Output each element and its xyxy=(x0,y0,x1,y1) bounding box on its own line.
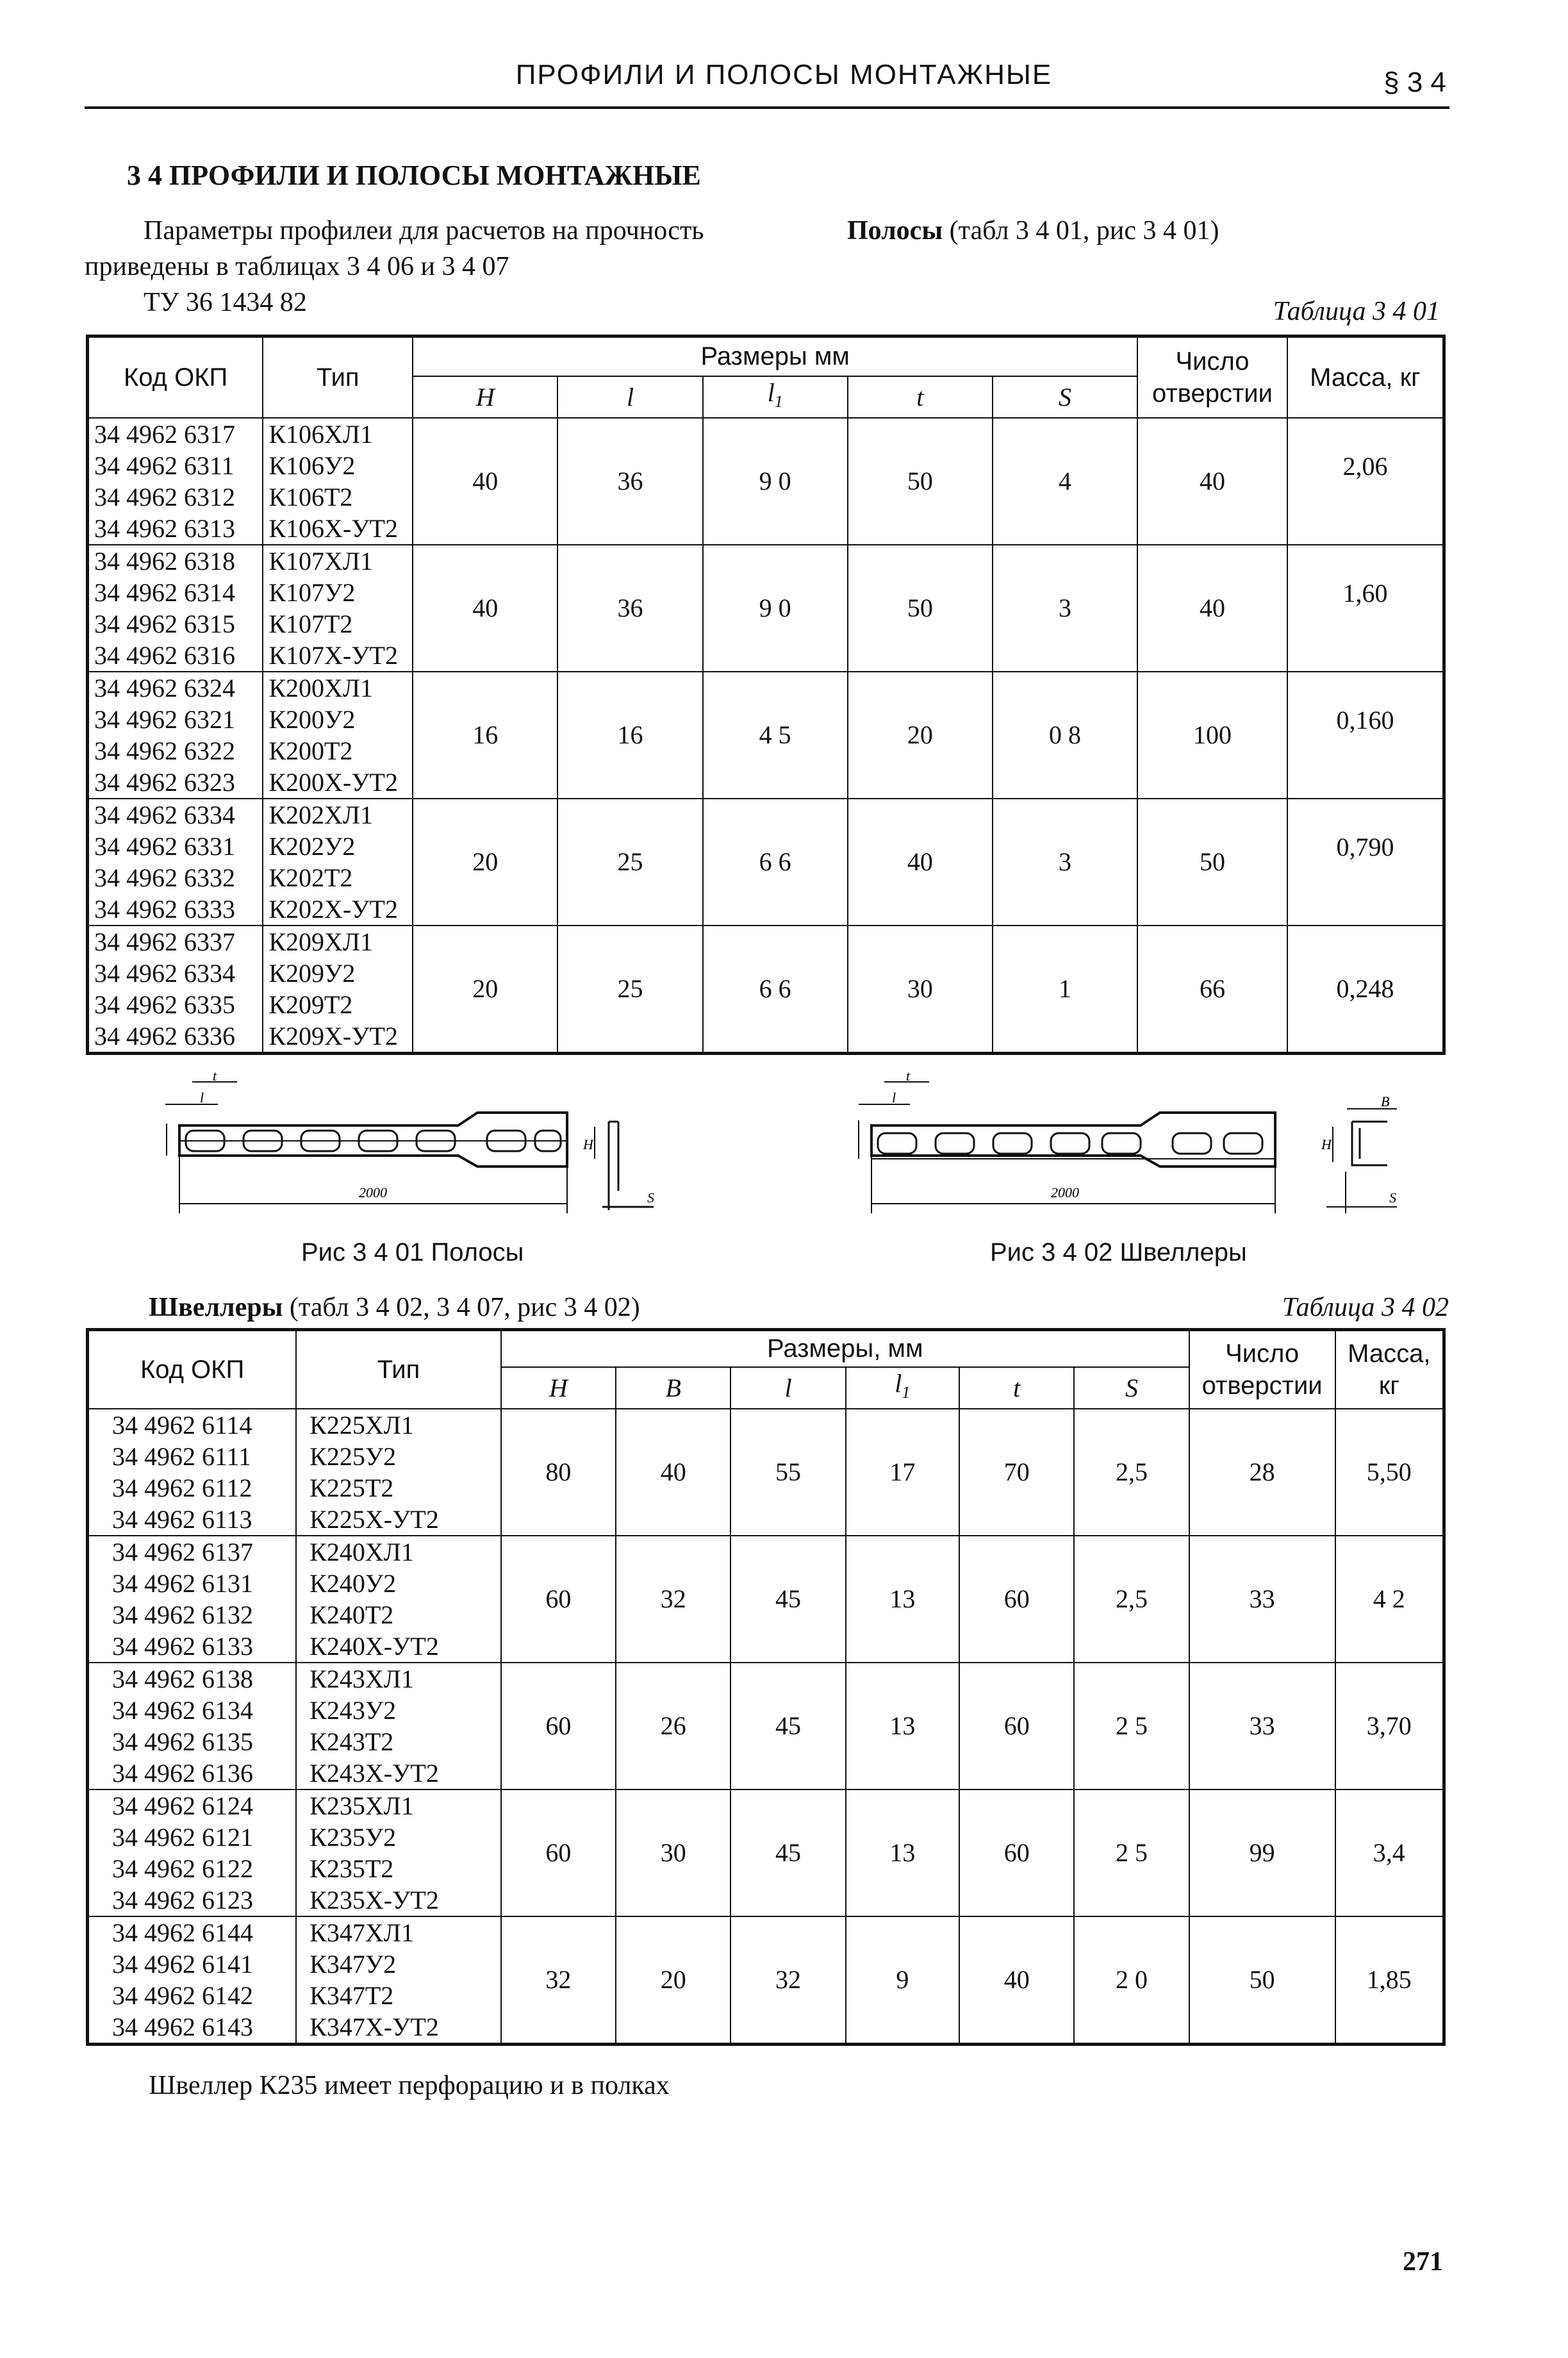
okp-code-cell-line: 34 4962 6311 xyxy=(94,451,235,480)
strips-heading xyxy=(847,215,1219,246)
type-cell-line: К200Х-УТ2 xyxy=(268,767,398,797)
type-cell-line: К202Х-УТ2 xyxy=(268,894,398,924)
type-cell-line: К235Т2 xyxy=(309,1854,394,1883)
fig2-B-label: B xyxy=(1381,1093,1390,1109)
header-dims: Размеры мм xyxy=(413,336,1137,376)
table-row xyxy=(88,1916,1444,2045)
value-l: 36 xyxy=(557,545,702,672)
channels-heading-bold: Швеллеры xyxy=(149,1293,283,1322)
value-mass: 0,248 xyxy=(1287,926,1444,1054)
value-S: 3 xyxy=(993,799,1137,926)
okp-code-cell-line: 34 4962 6334 xyxy=(94,800,235,829)
table-row xyxy=(88,1789,1444,1916)
fig1-t-label: t xyxy=(213,1069,217,1084)
value-S: 2,5 xyxy=(1074,1536,1189,1663)
okp-code-cell-line: 34 4962 6317 xyxy=(94,419,235,449)
running-header: ПРОФИЛИ И ПОЛОСЫ МОНТАЖНЫЕ xyxy=(515,59,1053,90)
okp-code-cell-line: 34 4962 6142 xyxy=(112,1980,253,2010)
value-l1: 17 xyxy=(846,1409,959,1536)
value-l: 55 xyxy=(730,1409,845,1536)
value-holes: 28 xyxy=(1189,1409,1335,1536)
type-cell-line: К209ХЛ1 xyxy=(268,927,374,956)
okp-code-cell-line: 34 4962 6123 xyxy=(112,1885,253,1914)
value-B: 20 xyxy=(616,1916,730,2045)
type-cell-line: К106Х-УТ2 xyxy=(268,513,398,543)
type-cell xyxy=(296,1916,501,2045)
okp-code-cell xyxy=(88,1916,297,2045)
ch-header-code: Код ОКП xyxy=(88,1330,297,1409)
channels-heading xyxy=(149,1292,640,1323)
value-H: 60 xyxy=(501,1789,616,1916)
type-cell-line: К235ХЛ1 xyxy=(309,1791,414,1820)
value-t: 50 xyxy=(848,545,993,672)
value-H: 20 xyxy=(413,799,557,926)
okp-code-cell xyxy=(88,799,263,926)
strips-table-title: Таблица 3 4 01 xyxy=(1273,297,1440,326)
value-l1: 6 6 xyxy=(703,799,848,926)
value-H: 60 xyxy=(501,1663,616,1789)
ch-header-mass-label: Масса, кг xyxy=(1348,1339,1431,1400)
fig2-l-label: l xyxy=(892,1090,896,1106)
value-B: 32 xyxy=(616,1536,730,1663)
type-cell-line: К225У2 xyxy=(309,1441,397,1471)
header-mass: Масса, кг xyxy=(1287,336,1444,418)
value-S: 1 xyxy=(993,926,1137,1054)
header-holes-label: Число отверстии xyxy=(1151,347,1273,408)
type-cell-line: К347У2 xyxy=(309,1949,397,1979)
value-t: 50 xyxy=(848,418,993,545)
header-H: H xyxy=(413,376,557,418)
value-holes: 50 xyxy=(1137,799,1287,926)
header-l1-main: l xyxy=(767,378,775,407)
channels-table-title: Таблица 3 4 02 xyxy=(1282,1293,1449,1322)
fig1-caption: Рис 3 4 01 Полосы xyxy=(301,1238,524,1266)
header-holes xyxy=(1137,336,1287,418)
okp-code-cell-line: 34 4962 6114 xyxy=(112,1410,252,1440)
value-l1: 13 xyxy=(846,1789,959,1916)
okp-code-cell-line: 34 4962 6335 xyxy=(94,990,235,1019)
okp-code-cell-line: 34 4962 6138 xyxy=(112,1664,253,1693)
type-cell xyxy=(296,1536,501,1663)
value-holes: 40 xyxy=(1137,418,1287,545)
okp-code-cell-line: 34 4962 6112 xyxy=(112,1473,252,1502)
okp-code-cell-line: 34 4962 6334 xyxy=(94,958,235,988)
value-l: 36 xyxy=(557,418,702,545)
type-cell-line: К225Х-УТ2 xyxy=(309,1504,439,1534)
okp-code-cell-line: 34 4962 6111 xyxy=(112,1441,252,1471)
ch-header-S: S xyxy=(1074,1367,1189,1409)
value-t: 70 xyxy=(959,1409,1074,1536)
fig1-H-label: H xyxy=(583,1136,593,1152)
type-cell-line: К240ХЛ1 xyxy=(309,1537,414,1566)
value-S: 2 0 xyxy=(1074,1916,1189,2045)
ch-header-mass xyxy=(1335,1330,1444,1409)
value-S: 2 5 xyxy=(1074,1663,1189,1789)
type-cell-line: К202У2 xyxy=(268,831,356,861)
value-mass: 1,85 xyxy=(1335,1916,1444,2045)
ch-header-l1-sub: 1 xyxy=(902,1382,911,1402)
value-t: 60 xyxy=(959,1789,1074,1916)
value-l: 16 xyxy=(557,672,702,799)
ch-header-dims: Размеры, мм xyxy=(501,1330,1189,1367)
channels-table xyxy=(86,1328,1446,2046)
okp-code-cell xyxy=(88,672,263,799)
value-S: 3 xyxy=(993,545,1137,672)
type-cell-line: К235У2 xyxy=(309,1822,397,1852)
table-row xyxy=(88,799,1444,926)
ch-header-l: l xyxy=(730,1367,845,1409)
type-cell-line: К209Х-УТ2 xyxy=(268,1021,398,1050)
okp-code-cell xyxy=(88,545,263,672)
channels-footnote: Швеллер К235 имеет перфорацию и в полках xyxy=(149,2071,670,2100)
type-cell-line: К107ХЛ1 xyxy=(268,546,374,576)
value-l1: 9 0 xyxy=(703,418,848,545)
okp-code-cell-line: 34 4962 6322 xyxy=(94,736,235,765)
header-rule xyxy=(85,106,1449,109)
okp-code-cell-line: 34 4962 6136 xyxy=(112,1758,253,1788)
header-l1 xyxy=(703,376,848,418)
type-cell xyxy=(296,1663,501,1789)
value-H: 40 xyxy=(413,418,557,545)
type-cell xyxy=(263,926,413,1054)
okp-code-cell-line: 34 4962 6135 xyxy=(112,1727,253,1756)
header-type: Тип xyxy=(263,336,413,418)
value-holes: 33 xyxy=(1189,1663,1335,1789)
ch-header-t: t xyxy=(959,1367,1074,1409)
ch-header-l1 xyxy=(846,1367,959,1409)
okp-code-cell-line: 34 4962 6144 xyxy=(112,1918,253,1947)
value-l1: 4 5 xyxy=(703,672,848,799)
ch-header-l1-main: l xyxy=(895,1368,902,1398)
fig2-S-label: S xyxy=(1389,1190,1396,1206)
header-l: l xyxy=(557,376,702,418)
value-S: 2 5 xyxy=(1074,1789,1189,1916)
fig1-length-label: 2000 xyxy=(359,1184,387,1200)
header-t: t xyxy=(848,376,993,418)
ch-header-type: Тип xyxy=(296,1330,501,1409)
okp-code-cell-line: 34 4962 6113 xyxy=(112,1504,252,1534)
table-row xyxy=(88,1663,1444,1789)
okp-code-cell-line: 34 4962 6137 xyxy=(112,1537,253,1566)
type-cell-line: К107Т2 xyxy=(268,609,353,638)
okp-code-cell xyxy=(88,1536,297,1663)
value-S: 0 8 xyxy=(993,672,1137,799)
okp-code-cell-line: 34 4962 6143 xyxy=(112,2012,253,2041)
okp-code-cell-line: 34 4962 6312 xyxy=(94,482,235,511)
okp-code-cell-line: 34 4962 6315 xyxy=(94,609,235,638)
type-cell-line: К347ХЛ1 xyxy=(309,1918,414,1947)
okp-code-cell-line: 34 4962 6124 xyxy=(112,1791,253,1820)
type-cell-line: К106Т2 xyxy=(268,482,353,511)
okp-code-cell-line: 34 4962 6141 xyxy=(112,1949,253,1979)
paragraph-ref: § 3 4 xyxy=(1383,67,1446,98)
strip-drawing xyxy=(141,1069,718,1249)
type-cell-line: К209У2 xyxy=(268,958,356,988)
type-cell-line: К202Т2 xyxy=(268,863,353,892)
value-S: 4 xyxy=(993,418,1137,545)
table-row xyxy=(88,545,1444,672)
value-mass: 4 2 xyxy=(1335,1536,1444,1663)
type-cell-line: К243Х-УТ2 xyxy=(309,1758,439,1788)
type-cell-line: К225Т2 xyxy=(309,1473,394,1502)
fig2-length-label: 2000 xyxy=(1051,1184,1079,1200)
value-t: 40 xyxy=(848,799,993,926)
channels-heading-ref: (табл 3 4 02, 3 4 07, рис 3 4 02) xyxy=(289,1293,640,1322)
okp-code-cell-line: 34 4962 6133 xyxy=(112,1631,253,1661)
type-cell-line: К240Т2 xyxy=(309,1600,394,1629)
type-cell-line: К225ХЛ1 xyxy=(309,1410,414,1440)
type-cell-line: К243Т2 xyxy=(309,1727,394,1756)
okp-code-cell xyxy=(88,1663,297,1789)
okp-code-cell-line: 34 4962 6313 xyxy=(94,513,235,543)
okp-code-cell xyxy=(88,418,263,545)
fig1-l-label: l xyxy=(200,1090,204,1106)
okp-code-cell-line: 34 4962 6316 xyxy=(94,640,235,670)
value-l: 45 xyxy=(730,1789,845,1916)
type-cell-line: К347Х-УТ2 xyxy=(309,2012,439,2041)
okp-code-cell-line: 34 4962 6321 xyxy=(94,704,235,734)
fig2-t-label: t xyxy=(906,1069,911,1084)
type-cell xyxy=(263,799,413,926)
value-holes: 50 xyxy=(1189,1916,1335,2045)
value-l1: 9 0 xyxy=(703,545,848,672)
table-row xyxy=(88,1536,1444,1663)
type-cell xyxy=(296,1789,501,1916)
value-holes: 33 xyxy=(1189,1536,1335,1663)
okp-code-cell-line: 34 4962 6318 xyxy=(94,546,235,576)
type-cell-line: К200ХЛ1 xyxy=(268,673,374,702)
value-H: 20 xyxy=(413,926,557,1054)
table-row xyxy=(88,926,1444,1054)
value-H: 16 xyxy=(413,672,557,799)
okp-code-cell-line: 34 4962 6134 xyxy=(112,1695,253,1725)
table-row xyxy=(88,1409,1444,1536)
value-l1: 13 xyxy=(846,1663,959,1789)
value-holes: 100 xyxy=(1137,672,1287,799)
type-cell-line: К347Т2 xyxy=(309,1980,394,2010)
ch-header-holes-label: Число отверстии xyxy=(1201,1339,1323,1400)
value-mass: 2,06 xyxy=(1287,418,1444,545)
value-mass: 5,50 xyxy=(1335,1409,1444,1536)
type-cell xyxy=(263,672,413,799)
value-H: 40 xyxy=(413,545,557,672)
okp-code-cell-line: 34 4962 6331 xyxy=(94,831,235,861)
strips-table xyxy=(86,335,1446,1055)
ch-header-B: B xyxy=(616,1367,730,1409)
tu-reference: ТУ 36 1434 82 xyxy=(144,288,307,317)
okp-code-cell xyxy=(88,1789,297,1916)
value-S: 2,5 xyxy=(1074,1409,1189,1536)
type-cell xyxy=(296,1409,501,1536)
header-l1-sub: 1 xyxy=(774,392,783,411)
value-holes: 66 xyxy=(1137,926,1287,1054)
type-cell-line: К107Х-УТ2 xyxy=(268,640,398,670)
fig1-S-label: S xyxy=(647,1190,654,1206)
value-t: 60 xyxy=(959,1663,1074,1789)
header-S: S xyxy=(993,376,1137,418)
value-l1: 13 xyxy=(846,1536,959,1663)
okp-code-cell xyxy=(88,926,263,1054)
value-l1: 9 xyxy=(846,1916,959,2045)
type-cell-line: К240Х-УТ2 xyxy=(309,1631,439,1661)
value-mass: 3,70 xyxy=(1335,1663,1444,1789)
type-cell-line: К240У2 xyxy=(309,1568,397,1598)
okp-code-cell-line: 34 4962 6132 xyxy=(112,1600,253,1629)
okp-code-cell-line: 34 4962 6333 xyxy=(94,894,235,924)
okp-code-cell-line: 34 4962 6323 xyxy=(94,767,235,797)
value-l: 25 xyxy=(557,926,702,1054)
type-cell-line: К235Х-УТ2 xyxy=(309,1885,439,1914)
type-cell-line: К107У2 xyxy=(268,577,356,607)
value-l: 45 xyxy=(730,1663,845,1789)
value-B: 30 xyxy=(616,1789,730,1916)
ch-header-H: H xyxy=(501,1367,616,1409)
value-B: 40 xyxy=(616,1409,730,1536)
type-cell-line: К209Т2 xyxy=(268,990,353,1019)
table-row xyxy=(88,672,1444,799)
okp-code-cell-line: 34 4962 6337 xyxy=(94,927,235,956)
type-cell-line: К200Т2 xyxy=(268,736,353,765)
value-l: 25 xyxy=(557,799,702,926)
ch-header-holes xyxy=(1189,1330,1335,1409)
okp-code-cell-line: 34 4962 6121 xyxy=(112,1822,253,1852)
strips-heading-ref: (табл 3 4 01, рис 3 4 01) xyxy=(949,216,1219,245)
channel-drawing xyxy=(839,1069,1448,1249)
value-t: 20 xyxy=(848,672,993,799)
strips-heading-bold: Полосы xyxy=(847,216,943,245)
okp-code-cell-line: 34 4962 6122 xyxy=(112,1854,253,1883)
value-l: 45 xyxy=(730,1536,845,1663)
okp-code-cell xyxy=(88,1409,297,1536)
header-code: Код ОКП xyxy=(88,336,263,418)
value-t: 40 xyxy=(959,1916,1074,2045)
type-cell-line: К106У2 xyxy=(268,451,356,480)
okp-code-cell-line: 34 4962 6336 xyxy=(94,1021,235,1050)
value-holes: 40 xyxy=(1137,545,1287,672)
value-mass: 1,60 xyxy=(1287,545,1444,672)
value-B: 26 xyxy=(616,1663,730,1789)
value-t: 30 xyxy=(848,926,993,1054)
type-cell-line: К243ХЛ1 xyxy=(309,1664,414,1693)
page-number: 271 xyxy=(1403,2247,1443,2277)
value-H: 60 xyxy=(501,1536,616,1663)
intro-line-2: приведены в таблицах 3 4 06 и 3 4 07 xyxy=(85,252,509,281)
value-H: 32 xyxy=(501,1916,616,2045)
type-cell-line: К200У2 xyxy=(268,704,356,734)
value-l1: 6 6 xyxy=(703,926,848,1054)
value-H: 80 xyxy=(501,1409,616,1536)
value-l: 32 xyxy=(730,1916,845,2045)
okp-code-cell-line: 34 4962 6332 xyxy=(94,863,235,892)
okp-code-cell-line: 34 4962 6131 xyxy=(112,1568,253,1598)
okp-code-cell-line: 34 4962 6314 xyxy=(94,577,235,607)
fig2-caption: Рис 3 4 02 Швеллеры xyxy=(990,1238,1247,1266)
value-mass: 0,790 xyxy=(1287,799,1444,926)
type-cell xyxy=(263,545,413,672)
intro-line-1: Параметры профилеи для расчетов на прочность xyxy=(144,216,704,245)
type-cell-line: К106ХЛ1 xyxy=(268,419,374,449)
type-cell xyxy=(263,418,413,545)
type-cell-line: К243У2 xyxy=(309,1695,397,1725)
section-title: 3 4 ПРОФИЛИ И ПОЛОСЫ МОНТАЖНЫЕ xyxy=(127,160,701,191)
type-cell-line: К202ХЛ1 xyxy=(268,800,374,829)
value-mass: 0,160 xyxy=(1287,672,1444,799)
fig2-H-label: H xyxy=(1321,1136,1332,1152)
value-holes: 99 xyxy=(1189,1789,1335,1916)
table-row xyxy=(88,418,1444,545)
okp-code-cell-line: 34 4962 6324 xyxy=(94,673,235,702)
value-mass: 3,4 xyxy=(1335,1789,1444,1916)
value-t: 60 xyxy=(959,1536,1074,1663)
